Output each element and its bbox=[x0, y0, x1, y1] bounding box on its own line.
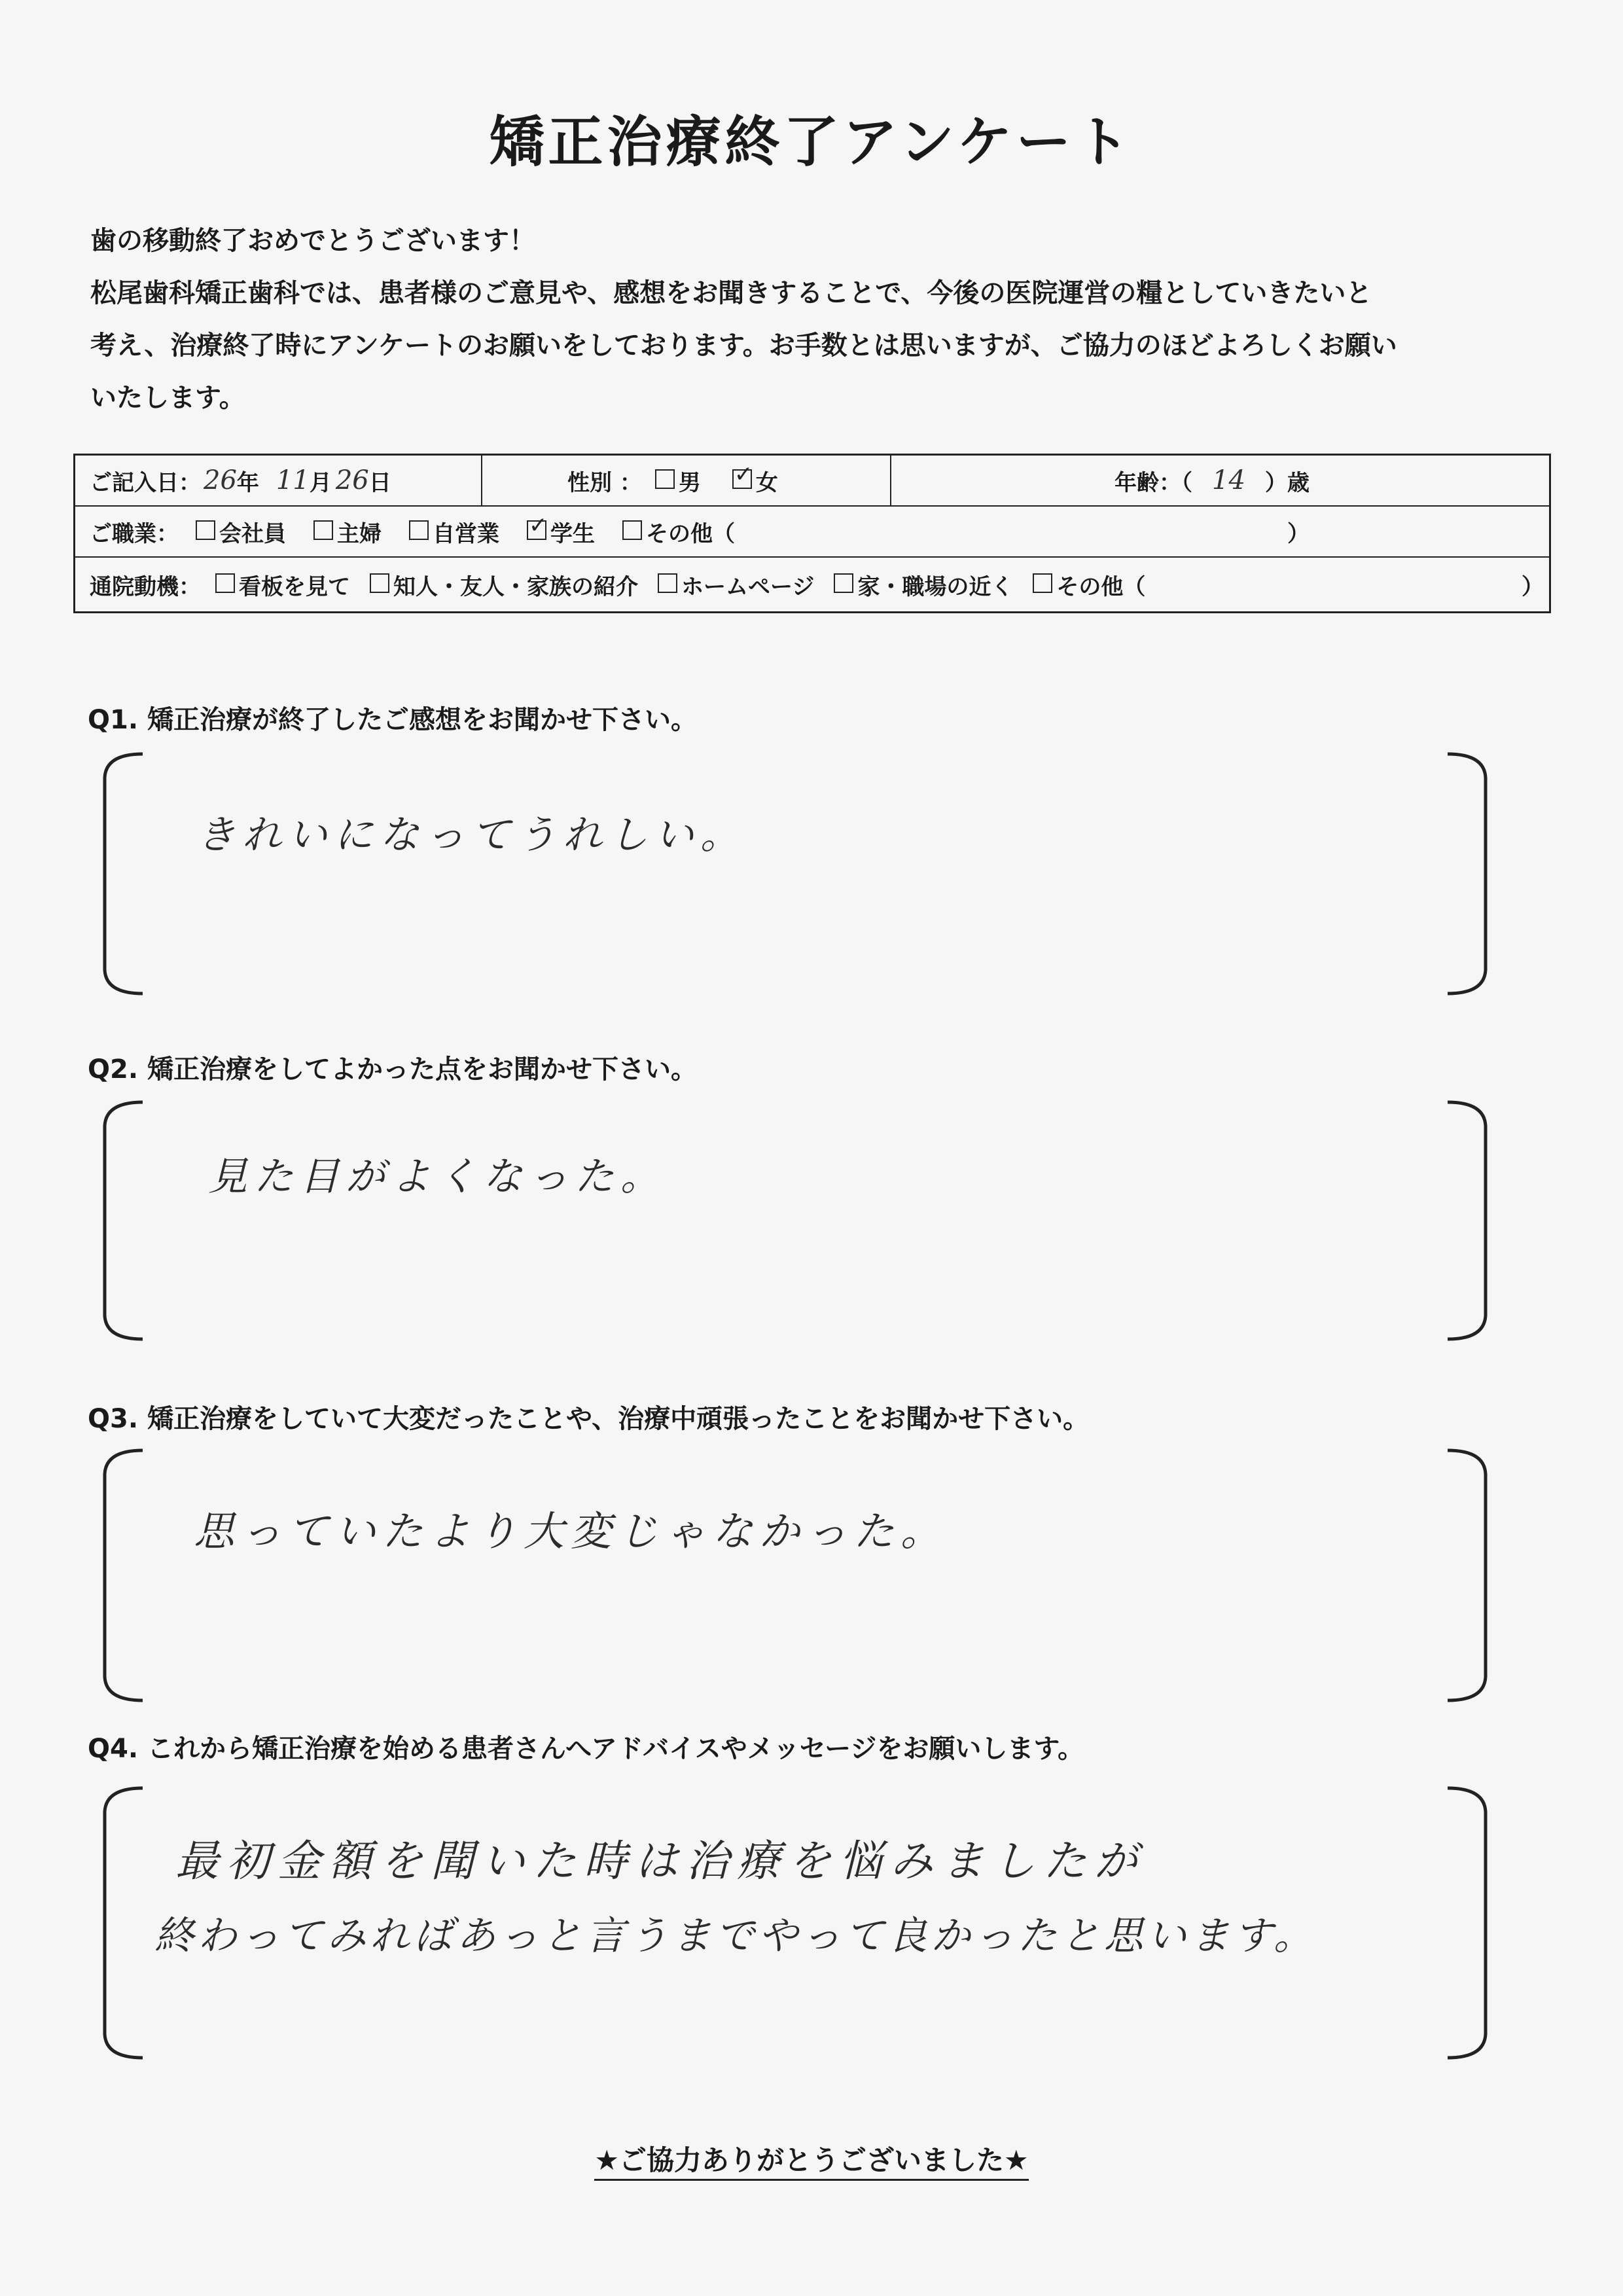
motive-other-close: ） bbox=[1522, 573, 1544, 600]
job-other-close: ） bbox=[1287, 520, 1310, 547]
question-2-label: Q2. 矯正治療をしてよかった点をお聞かせ下さい。 bbox=[88, 1054, 697, 1085]
option-label: その他（ bbox=[646, 520, 735, 547]
intro-line: 松尾歯科矯正歯科では、患者様のご意見や、感想をお聞きすることで、今後の医院運営の糧としていきたいと bbox=[90, 278, 1372, 308]
checkbox-icon bbox=[313, 520, 333, 540]
answer-bracket-left bbox=[97, 1785, 149, 2060]
checkbox-icon bbox=[215, 573, 235, 593]
motive-option-nearby[interactable] bbox=[834, 569, 1013, 601]
date-year-unit: 年 bbox=[236, 469, 259, 496]
divider bbox=[890, 456, 891, 505]
option-label: ホームページ bbox=[681, 573, 815, 600]
question-4-label: Q4. これから矯正治療を始める患者さんへアドバイスやメッセージをお願いします。 bbox=[88, 1734, 1084, 1764]
date-year-value: 26 bbox=[204, 465, 237, 495]
question-3-label: Q3. 矯正治療をしていて大変だったことや、治療中頑張ったことをお聞かせ下さい。 bbox=[88, 1404, 1090, 1434]
option-label: 自営業 bbox=[433, 520, 499, 547]
option-label: 知人・友人・家族の紹介 bbox=[393, 573, 638, 600]
job-option-student[interactable] bbox=[527, 516, 595, 548]
motive-option-referral[interactable] bbox=[370, 569, 638, 601]
date-label: ご記入日： bbox=[90, 469, 201, 496]
answer-bracket-right bbox=[1441, 1448, 1493, 1703]
checkbox-icon bbox=[655, 469, 675, 489]
intro-line: いたします。 bbox=[90, 383, 245, 413]
date-day-value: 26 bbox=[335, 465, 369, 495]
thank-you-footer bbox=[0, 2139, 1623, 2178]
answer-2[interactable]: 見た目がよくなった。 bbox=[208, 1154, 666, 1200]
page-title: 矯正治療終了アンケート bbox=[489, 110, 1134, 174]
motive-label: 通院動機： bbox=[90, 573, 201, 600]
date-day-unit: 日 bbox=[368, 469, 391, 496]
gender-option-female[interactable] bbox=[732, 465, 778, 497]
job-label: ご職業： bbox=[90, 520, 179, 547]
answer-bracket-right bbox=[1441, 1100, 1493, 1342]
info-row-job bbox=[75, 507, 1549, 558]
divider bbox=[481, 456, 482, 505]
age-label: 年齢：（ bbox=[1115, 469, 1192, 496]
checkbox-icon bbox=[658, 573, 677, 593]
checkbox-icon bbox=[834, 573, 853, 593]
thank-you-text: ★ご協力ありがとうございました★ bbox=[594, 2144, 1028, 2181]
checkbox-checked-icon bbox=[732, 469, 752, 489]
option-label: 学生 bbox=[550, 520, 595, 547]
intro-text bbox=[90, 215, 1543, 424]
motive-option-other[interactable] bbox=[1033, 569, 1145, 601]
age-suffix: ）歳 bbox=[1264, 469, 1310, 496]
checkbox-icon bbox=[622, 520, 642, 540]
checkbox-icon bbox=[370, 573, 389, 593]
checkbox-icon bbox=[196, 520, 215, 540]
option-label: その他（ bbox=[1056, 573, 1146, 600]
question-1-label: Q1. 矯正治療が終了したご感想をお聞かせ下さい。 bbox=[88, 705, 697, 735]
date-month-value: 11 bbox=[276, 465, 310, 495]
intro-line: 考え、治療終了時にアンケートのお願いをしております。お手数とは思いますが、ご協力のほどよろしくお願い bbox=[90, 331, 1397, 361]
answer-bracket-left bbox=[97, 1100, 149, 1342]
answer-3[interactable]: 思っていたより大変じゃなかった。 bbox=[194, 1507, 948, 1555]
checkbox-icon bbox=[1033, 573, 1052, 593]
option-label: 会社員 bbox=[219, 520, 286, 547]
job-option-self-employed[interactable] bbox=[409, 516, 499, 548]
gender-field bbox=[567, 456, 806, 505]
answer-4-line-1[interactable]: 最初金額を聞いた時は治療を悩みましたが bbox=[175, 1836, 1145, 1886]
job-option-other[interactable] bbox=[622, 516, 735, 548]
option-label: 女 bbox=[755, 469, 778, 496]
respondent-info-table bbox=[73, 454, 1551, 613]
checkbox-checked-icon bbox=[527, 520, 546, 540]
answer-bracket-right bbox=[1441, 751, 1493, 996]
answer-bracket-left bbox=[97, 1448, 149, 1703]
job-option-company-employee[interactable] bbox=[196, 516, 286, 548]
answer-bracket-right bbox=[1441, 1785, 1493, 2060]
age-value: 14 bbox=[1212, 465, 1245, 495]
motive-field bbox=[90, 558, 1173, 611]
job-option-homemaker[interactable] bbox=[313, 516, 382, 548]
date-field[interactable] bbox=[90, 456, 391, 505]
answer-bracket-left bbox=[97, 751, 149, 996]
date-month-unit: 月 bbox=[309, 469, 332, 496]
age-field[interactable] bbox=[1115, 456, 1310, 505]
answer-4-line-2[interactable]: 終わってみればあっと言うまでやって良かったと思います。 bbox=[154, 1913, 1317, 1959]
answer-1[interactable]: きれいになってうれしい。 bbox=[196, 812, 746, 858]
info-row-basic bbox=[75, 456, 1549, 507]
option-label: 男 bbox=[678, 469, 701, 496]
option-label: 主婦 bbox=[337, 520, 382, 547]
option-label: 看板を見て bbox=[239, 573, 350, 600]
motive-option-homepage[interactable] bbox=[658, 569, 814, 601]
intro-line: 歯の移動終了おめでとうございます！ bbox=[90, 226, 535, 256]
info-row-motive bbox=[75, 558, 1549, 611]
job-field bbox=[90, 507, 762, 556]
gender-option-male[interactable] bbox=[655, 465, 701, 497]
gender-label: 性別 ： bbox=[567, 469, 642, 496]
checkbox-icon bbox=[409, 520, 429, 540]
motive-option-signboard[interactable] bbox=[215, 569, 350, 601]
option-label: 家・職場の近く bbox=[857, 573, 1014, 600]
